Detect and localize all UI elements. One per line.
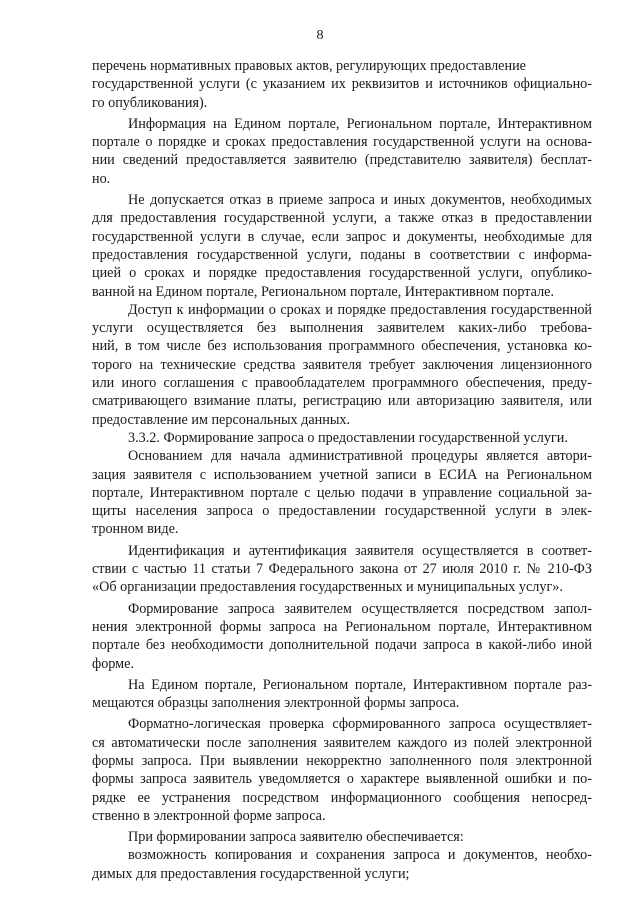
text-line: формы запроса. При выявлении некорректно заполненного поля электронной	[92, 752, 592, 769]
text-line: услуги осуществляется без выполнения заявителем каких-либо требова-	[92, 320, 592, 337]
text-line: рядке ее устранения посредством информационного сообщения непосред-	[92, 789, 592, 806]
text-line: государственной услуги в случае, если запрос и документы, необходимые для	[92, 228, 592, 245]
text-line: Не допускается отказ в приеме запроса и иных документов, необходимых	[128, 192, 592, 209]
text-line: Основанием для начала административной процедуры является автори-	[128, 448, 592, 465]
text-line: щиты населения запроса о предоставлении государственной услуги в элек-	[92, 503, 592, 520]
text-line: го опубликования).	[92, 94, 208, 111]
text-line: нии сведений предоставляется заявителю (представителю заявителя) бесплат-	[92, 152, 592, 169]
text-line: димых для предоставления государственной услуги;	[92, 865, 410, 882]
text-line: Форматно-логическая проверка сформированного запроса осуществляет-	[128, 716, 592, 733]
text-line: нения электронной формы запроса на Региональном портале, Интерактивном	[92, 618, 592, 635]
text-line: сматривающего взимание платы, регистрацию или авторизацию заявителя, или	[92, 393, 592, 410]
text-line: Формирование запроса заявителем осуществляется посредством запол-	[128, 600, 592, 617]
text-line: портале о порядке и сроках предоставления государственной услуги на основа-	[92, 134, 592, 151]
text-line: форме.	[92, 655, 134, 672]
text-line: портале без необходимости дополнительной подачи запроса в какой-либо иной	[92, 637, 592, 654]
text-line: предоставление им персональных данных.	[92, 411, 351, 428]
text-line: мещаются образцы заполнения электронной формы запроса.	[92, 695, 460, 712]
text-line: При формировании запроса заявителю обеспечивается:	[128, 829, 464, 846]
text-line: тронном виде.	[92, 521, 179, 538]
text-line: но.	[92, 170, 111, 187]
text-line: государственной услуги (с указанием их реквизитов и источников официально-	[92, 76, 592, 93]
text-line: Идентификация и аутентификация заявителя осуществляется в соответ-	[128, 542, 592, 559]
text-line: формы запроса заявитель уведомляется о характере выявленной ошибки и по-	[92, 771, 592, 788]
text-line: ствии с частью 11 статьи 7 Федерального закона от 27 июля 2010 г. № 210-ФЗ	[92, 561, 592, 578]
body-text	[92, 57, 592, 883]
text-line: зация заявителя с использованием учетной записи в ЕСИА на Региональном	[92, 466, 592, 483]
text-line: ний, в том числе без использования программного обеспечения, установка ко-	[92, 338, 592, 355]
text-line: цией о сроках и порядке предоставления государственной услуги, опублико-	[92, 265, 592, 282]
text-line: предоставления государственной услуги, поданы в соответствии с информа-	[92, 246, 592, 263]
text-line: возможность копирования и сохранения запроса и документов, необхо-	[128, 847, 592, 864]
page-number: 8	[316, 28, 324, 43]
text-line: ванной на Едином портале, Региональном портале, Интерактивном портале.	[92, 283, 554, 300]
text-line: ственно в электронной форме запроса.	[92, 807, 326, 824]
text-line: торого на технические средства заявителя требует заключения лицензионного	[92, 356, 592, 373]
text-line: «Об организации предоставления государственных и муниципальных услуг».	[92, 579, 563, 596]
text-line: Информация на Едином портале, Региональном портале, Интерактивном	[128, 115, 592, 132]
text-line: На Едином портале, Региональном портале, Интерактивном портале раз-	[128, 676, 592, 693]
text-line: перечень нормативных правовых актов, регулирующих предоставление	[92, 58, 526, 74]
text-line: портале, Интерактивном портале с целью подачи в управление социальной за-	[92, 484, 592, 501]
text-line: или иного соглашения с правообладателем программного обеспечения, преду-	[92, 375, 592, 392]
text-line: для предоставления государственной услуги, а также отказ в предоставлении	[92, 210, 592, 227]
text-line: Доступ к информации о сроках и порядке предоставления государственной	[128, 301, 592, 318]
text-line: ся автоматически после заполнения заявителем каждого из полей электронной	[92, 734, 592, 751]
section-heading: 3.3.2. Формирование запроса о предоставлении государственной услуги.	[128, 429, 568, 446]
